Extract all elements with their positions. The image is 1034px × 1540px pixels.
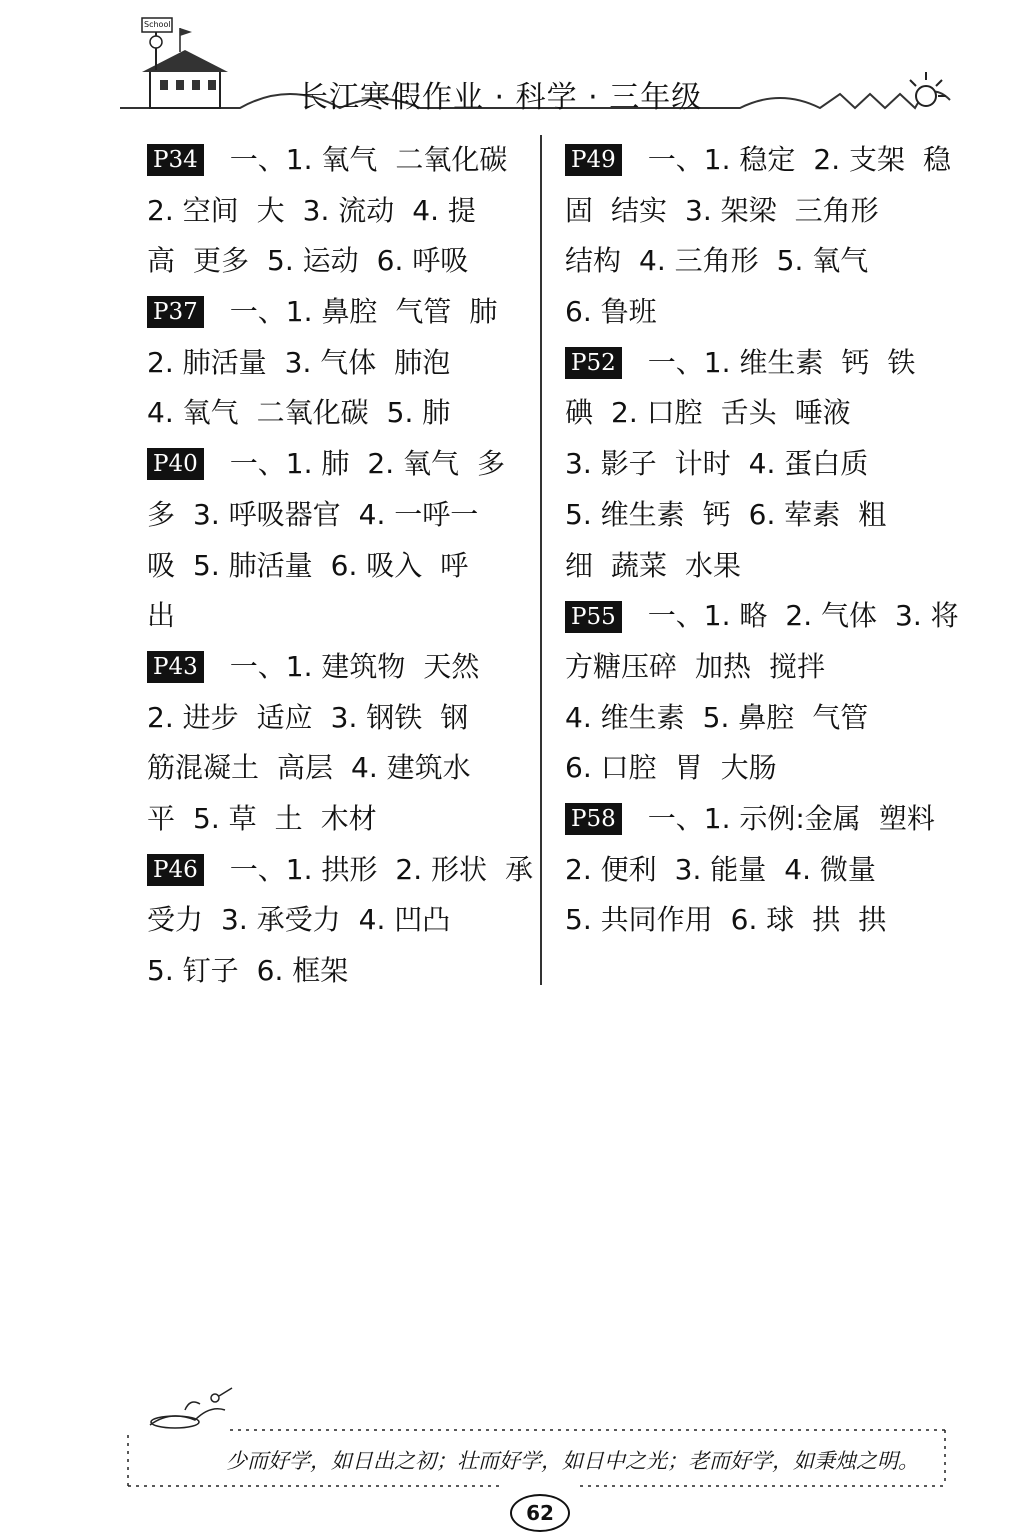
answer-item: 钢 xyxy=(440,700,469,734)
answer-item: 碘 xyxy=(565,396,594,430)
answer-item: 结构 xyxy=(565,244,622,278)
answer-line xyxy=(147,642,527,693)
answer-line xyxy=(147,439,527,490)
answer-item: 4. 维生素 xyxy=(565,700,685,734)
answer-item: 3. 将 xyxy=(895,599,959,633)
answer-item: 6. 球 xyxy=(730,903,795,937)
answer-line xyxy=(147,135,527,186)
answer-item: 6. 鲁班 xyxy=(565,295,657,329)
page-number: 62 xyxy=(510,1494,570,1532)
answer-item: 加热 xyxy=(695,649,752,683)
answer-item: 5. 维生素 xyxy=(565,497,685,531)
answer-item: 一、1. 示例:金属 xyxy=(647,801,861,835)
answer-line xyxy=(147,845,534,896)
answer-line xyxy=(565,135,950,186)
answer-line xyxy=(147,287,527,338)
answer-item: 6. 口腔 xyxy=(565,751,657,785)
page-tag: P49 xyxy=(565,144,622,176)
answer-item: 肺泡 xyxy=(394,345,451,379)
answer-item: 3. 承受力 xyxy=(221,903,341,937)
answer-item: 水果 xyxy=(685,548,742,582)
answer-item: 胃 xyxy=(674,751,703,785)
answer-item: 3. 呼吸器官 xyxy=(193,497,341,531)
answer-line xyxy=(147,693,527,744)
answer-item: 一、1. 略 xyxy=(647,599,768,633)
answer-item: 多 xyxy=(477,447,506,481)
page-title: 长江寒假作业 · 科学 · 三年级 xyxy=(298,80,703,115)
answer-item: 5. 钉子 xyxy=(147,954,239,987)
answer-item: 土 xyxy=(274,801,303,835)
answer-item: 更多 xyxy=(193,244,250,278)
answer-item: 5. 鼻腔 xyxy=(702,700,795,734)
answer-line xyxy=(565,490,950,541)
answer-line xyxy=(147,946,527,997)
answer-item: 钙 xyxy=(702,497,731,531)
page-tag: P37 xyxy=(147,296,204,328)
sun-icon xyxy=(910,72,946,106)
page-tag: P43 xyxy=(147,651,204,683)
answer-item: 方糖压碎 xyxy=(565,649,678,683)
answer-item: 适应 xyxy=(256,700,313,734)
answer-item: 受力 xyxy=(147,903,204,937)
answer-item: 3. 影子 xyxy=(565,447,657,481)
answer-item: 3. 流动 xyxy=(302,193,395,227)
answer-item: 拱 xyxy=(858,903,887,937)
answer-item: 4. 三角形 xyxy=(639,244,759,278)
answer-item: 气管 xyxy=(812,700,869,734)
answer-item: 2. 便利 xyxy=(565,852,657,886)
answer-item: 5. 运动 xyxy=(267,244,359,278)
answer-line xyxy=(147,541,527,592)
answer-item: 一、1. 鼻腔 xyxy=(229,295,378,329)
answer-item: 一、1. 稳定 xyxy=(647,143,796,176)
answer-line xyxy=(565,895,950,946)
answer-item: 二氧化碳 xyxy=(256,396,369,430)
page-tag: P34 xyxy=(147,144,204,176)
answer-line xyxy=(565,388,950,439)
answer-item: 6. 荤素 xyxy=(748,497,841,531)
answer-item: 多 xyxy=(147,497,176,531)
answer-line xyxy=(147,338,527,389)
answer-item: 呼 xyxy=(440,548,469,582)
answer-item: 二氧化碳 xyxy=(395,143,508,176)
answer-item: 2. 空间 xyxy=(147,193,239,227)
answer-item: 结实 xyxy=(611,193,668,227)
school-sign: School xyxy=(144,20,171,29)
page-tag: P46 xyxy=(147,854,204,886)
answer-item: 2. 形状 xyxy=(395,852,487,886)
answer-item: 6. 框架 xyxy=(256,954,349,987)
answer-item: 大肠 xyxy=(720,751,777,785)
answer-item: 4. 提 xyxy=(412,193,476,227)
answer-item: 计时 xyxy=(674,447,731,481)
answer-item: 一、1. 氧气 xyxy=(229,143,378,176)
answer-item: 铁 xyxy=(887,345,916,379)
answer-line xyxy=(565,338,950,389)
answer-line xyxy=(147,743,527,794)
answer-item: 粗 xyxy=(858,497,887,531)
school-building-icon xyxy=(142,18,228,108)
answer-item: 木材 xyxy=(320,801,377,835)
answer-item: 3. 气体 xyxy=(284,345,377,379)
answer-line xyxy=(565,743,950,794)
answer-item: 2. 进步 xyxy=(147,700,239,734)
answer-item: 3. 能量 xyxy=(674,852,767,886)
answer-item: 细 xyxy=(565,548,594,582)
answer-line xyxy=(565,287,950,338)
page-tag: P52 xyxy=(565,347,622,379)
answer-item: 5. 氧气 xyxy=(776,244,869,278)
answer-item: 蔬菜 xyxy=(611,548,668,582)
answer-column-left xyxy=(147,135,534,997)
page-tag: P55 xyxy=(565,601,622,633)
answer-item: 天然 xyxy=(423,649,480,683)
answer-item: 塑料 xyxy=(878,801,935,835)
answer-line xyxy=(147,794,527,845)
answer-line xyxy=(147,388,527,439)
answer-item: 拱 xyxy=(812,903,841,937)
answer-line xyxy=(147,490,527,541)
answer-item: 固 xyxy=(565,193,594,227)
answer-line xyxy=(565,642,950,693)
answer-item: 一、1. 维生素 xyxy=(647,345,824,379)
answer-item: 气管 xyxy=(395,295,452,329)
answer-item: 出 xyxy=(147,599,176,633)
answer-line xyxy=(565,186,950,237)
answer-item: 舌头 xyxy=(720,396,777,430)
footer-motto: 少而好学，如日出之初；壮而好学，如日中之光；老而好学，如秉烛之明。 xyxy=(226,1449,919,1473)
answer-item: 平 xyxy=(147,801,176,835)
answer-item: 5. 草 xyxy=(193,801,257,835)
answer-line xyxy=(147,186,527,237)
answer-item: 一、1. 肺 xyxy=(229,447,350,481)
column-divider xyxy=(540,135,542,985)
answer-item: 5. 肺 xyxy=(386,396,451,430)
answer-line xyxy=(147,591,527,642)
answer-item: 一、1. 拱形 xyxy=(229,852,378,886)
answer-item: 2. 肺活量 xyxy=(147,345,267,379)
answer-item: 高 xyxy=(147,244,176,278)
answer-item: 唾液 xyxy=(794,396,851,430)
answer-item: 6. 吸入 xyxy=(330,548,423,582)
answer-column-right xyxy=(565,135,959,946)
answer-line xyxy=(565,541,950,592)
page-tag: P58 xyxy=(565,803,622,835)
answer-line xyxy=(565,693,950,744)
answer-line xyxy=(565,439,950,490)
answer-item: 5. 共同作用 xyxy=(565,903,713,937)
answer-item: 吸 xyxy=(147,548,176,582)
answer-item: 三角形 xyxy=(794,193,879,227)
answer-item: 3. 钢铁 xyxy=(330,700,423,734)
answer-item: 承 xyxy=(505,852,534,886)
answer-item: 肺 xyxy=(469,295,498,329)
answer-item: 2. 氧气 xyxy=(367,447,459,481)
answer-line xyxy=(147,895,527,946)
answer-item: 4. 氧气 xyxy=(147,396,239,430)
answer-item: 6. 呼吸 xyxy=(376,244,469,278)
answer-item: 4. 一呼一 xyxy=(358,497,479,531)
answer-line xyxy=(565,845,950,896)
answer-item: 稳 xyxy=(923,143,952,176)
answer-item: 大 xyxy=(256,193,285,227)
answer-item: 高层 xyxy=(277,751,334,785)
answer-item: 2. 支架 xyxy=(813,143,905,176)
answer-item: 5. 肺活量 xyxy=(193,548,313,582)
answer-item: 4. 蛋白质 xyxy=(748,447,869,481)
answer-line xyxy=(565,591,959,642)
page-tag: P40 xyxy=(147,448,204,480)
answer-item: 4. 建筑水 xyxy=(351,751,471,785)
answer-item: 钙 xyxy=(841,345,870,379)
answer-item: 筋混凝土 xyxy=(147,751,260,785)
answer-item: 3. 架梁 xyxy=(685,193,777,227)
answer-line xyxy=(565,794,950,845)
answer-line xyxy=(565,236,950,287)
answer-item: 2. 口腔 xyxy=(611,396,703,430)
answer-item: 2. 气体 xyxy=(785,599,877,633)
answer-line xyxy=(147,236,527,287)
child-drawing-icon xyxy=(150,1388,232,1428)
answer-item: 4. 凹凸 xyxy=(358,903,451,937)
answer-item: 搅拌 xyxy=(769,649,826,683)
answer-item: 一、1. 建筑物 xyxy=(229,649,406,683)
answer-item: 4. 微量 xyxy=(784,852,876,886)
